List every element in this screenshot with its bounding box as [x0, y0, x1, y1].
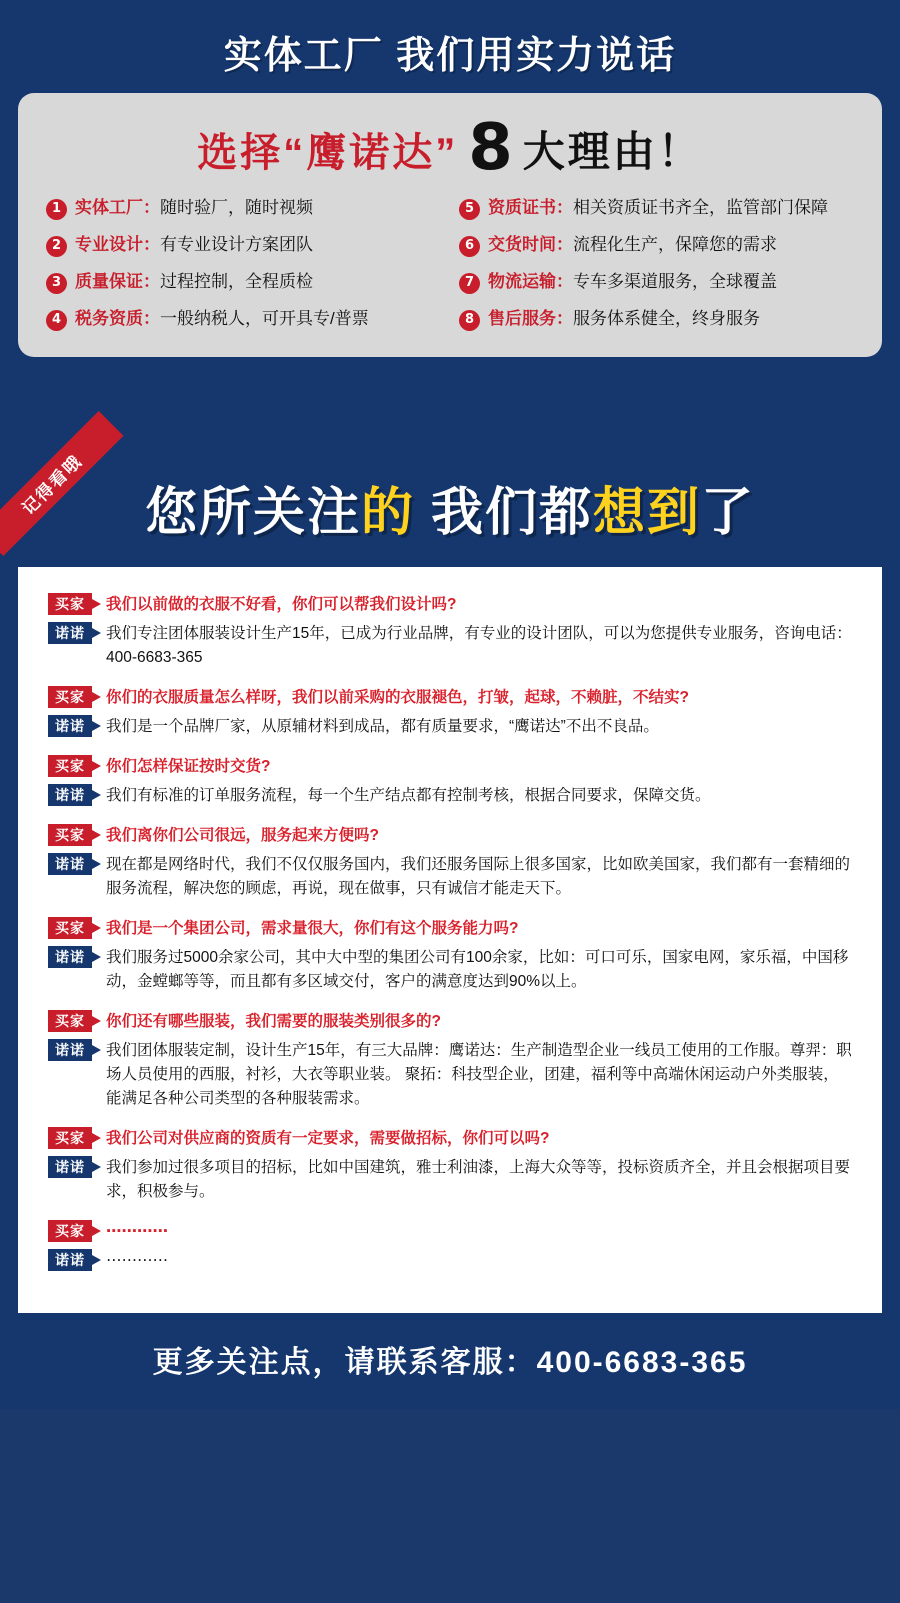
- answer-tag: 诺诺: [48, 1156, 92, 1178]
- qa-block: [48, 593, 852, 670]
- question-text: 你们怎样保证按时交货?: [106, 758, 271, 776]
- reason-desc: 随时验厂，随时视频: [160, 198, 313, 217]
- reason-text: [75, 308, 369, 330]
- qa-answer-row: [48, 1249, 852, 1273]
- qa-question-row: [48, 917, 852, 941]
- reason-item: [46, 234, 441, 257]
- buyer-tag: 买家: [48, 755, 92, 777]
- footer-contact-text: 更多关注点，请联系客服：400-6683-365: [152, 1346, 748, 1380]
- qa-question-row: [48, 1220, 852, 1244]
- reason-desc: 一般纳税人，可开具专/普票: [160, 309, 369, 328]
- reasons-headline: [46, 111, 854, 197]
- reason-item: [459, 234, 854, 257]
- qa-block: [48, 686, 852, 739]
- reason-desc: 有专业设计方案团队: [160, 235, 313, 254]
- buyer-tag: 买家: [48, 824, 92, 846]
- qa-block: [48, 824, 852, 901]
- reason-number-badge: 3: [46, 273, 67, 294]
- qa-answer-row: [48, 853, 852, 901]
- qa-answer-row: [48, 1156, 852, 1204]
- question-text: 你们还有哪些服装，我们需要的服装类别很多的?: [106, 1013, 441, 1031]
- question-text: 我们是一个集团公司，需求量很大，你们有这个服务能力吗?: [106, 920, 519, 938]
- reason-text: [75, 271, 313, 293]
- qa-block: [48, 1010, 852, 1111]
- reason-text: [75, 197, 313, 219]
- faq-headline: [18, 440, 882, 567]
- reason-text: [488, 197, 828, 219]
- reason-term: 物流运输：: [488, 272, 573, 291]
- question-text: 你们的衣服质量怎么样呀，我们以前采购的衣服褪色，打皱，起球，不赖脏，不结实?: [106, 689, 689, 707]
- qa-question-row: [48, 824, 852, 848]
- reason-text: [488, 271, 777, 293]
- reason-item: [459, 308, 854, 331]
- qa-question-row: [48, 1127, 852, 1151]
- reason-number-badge: 7: [459, 273, 480, 294]
- qa-answer-row: [48, 1039, 852, 1111]
- reason-number-badge: 8: [459, 310, 480, 331]
- qa-answer-row: [48, 784, 852, 808]
- qa-block: [48, 917, 852, 994]
- reason-text: [75, 234, 313, 256]
- reason-text: [488, 234, 777, 256]
- answer-text: 我们参加过很多项目的招标，比如中国建筑，雅士利油漆，上海大众等等，投标资质齐全，并且会根据项目要求，积极参与。: [106, 1159, 851, 1201]
- faq-card: [18, 567, 882, 1313]
- reason-number-badge: 4: [46, 310, 67, 331]
- buyer-tag: 买家: [48, 917, 92, 939]
- qa-block: [48, 755, 852, 808]
- reason-desc: 相关资质证书齐全，监管部门保障: [573, 198, 828, 217]
- reason-text: [488, 308, 760, 330]
- headline-number: 8: [468, 111, 513, 186]
- answer-text: 我们服务过5000余家公司，其中大中型的集团公司有100余家，比如：可口可乐，国家电网，家乐福，中国移动，金螳螂等等，而且都有多区域交付，客户的满意度达到90%以上。: [106, 949, 849, 991]
- answer-text: ⋯⋯⋯⋯: [106, 1252, 168, 1270]
- faq-headline-part-1: 您所关注: [144, 484, 361, 542]
- reason-term: 实体工厂：: [75, 198, 160, 217]
- answer-tag: 诺诺: [48, 853, 92, 875]
- reasons-grid: [46, 197, 854, 331]
- qa-block: [48, 1220, 852, 1273]
- reason-item: [46, 308, 441, 331]
- question-text: 我们公司对供应商的资质有一定要求，需要做招标，你们可以吗?: [106, 1130, 550, 1148]
- reason-desc: 流程化生产，保障您的需求: [573, 235, 777, 254]
- section-faq: [0, 440, 900, 1409]
- buyer-tag: 买家: [48, 1010, 92, 1032]
- faq-headline-part-3: 我们都: [430, 484, 593, 542]
- corner-ribbon: 记得看哦: [0, 411, 123, 556]
- qa-block: [48, 1127, 852, 1204]
- qa-question-row: [48, 1010, 852, 1034]
- faq-headline-part-2: 的: [360, 484, 415, 542]
- question-text: ⋯⋯⋯⋯: [106, 1223, 168, 1241]
- question-text: 我们离你们公司很远，服务起来方便吗?: [106, 827, 379, 845]
- reason-number-badge: 6: [459, 236, 480, 257]
- answer-text: 我们是一个品牌厂家，从原辅材料到成品，都有质量要求，“鹰诺达”不出不良品。: [106, 718, 659, 736]
- answer-tag: 诺诺: [48, 784, 92, 806]
- question-text: 我们以前做的衣服不好看，你们可以帮我们设计吗?: [106, 596, 457, 613]
- reason-item: [46, 197, 441, 220]
- answer-text: 我们团体服装定制，设计生产15年，有三大品牌：鹰诺达：生产制造型企业一线员工使用的工作服。尊羿：职场人员使用的西服，衬衫，大衣等职业装。 聚拓：科技型企业，团建，福利等中高端休闲运动户外类服装，能满足各种公司类型的各种服装需求。: [106, 1042, 852, 1108]
- answer-text: 现在都是网络时代，我们不仅仅服务国内，我们还服务国际上很多国家，比如欧美国家，我们都有一套精细的服务流程，解决您的顾虑，再说，现在做事，只有诚信才能走天下。: [106, 856, 851, 898]
- reason-term: 质量保证：: [75, 272, 160, 291]
- buyer-tag: 买家: [48, 593, 92, 615]
- buyer-tag: 买家: [48, 1127, 92, 1149]
- qa-question-row: [48, 755, 852, 779]
- reason-item: [459, 197, 854, 220]
- qa-question-row: [48, 593, 852, 617]
- reason-desc: 过程控制，全程质检: [160, 272, 313, 291]
- reason-term: 售后服务：: [488, 309, 573, 328]
- reason-term: 交货时间：: [488, 235, 573, 254]
- answer-text: 我们有标准的订单服务流程，每一个生产结点都有控制考核，根据合同要求，保障交货。: [106, 787, 711, 805]
- qa-answer-row: [48, 946, 852, 994]
- answer-tag: 诺诺: [48, 622, 92, 644]
- qa-answer-row: [48, 715, 852, 739]
- reason-number-badge: 5: [459, 199, 480, 220]
- headline-red-part: 选择“鹰诺达”: [197, 130, 459, 175]
- answer-tag: 诺诺: [48, 1249, 92, 1271]
- reason-number-badge: 2: [46, 236, 67, 257]
- answer-tag: 诺诺: [48, 1039, 92, 1061]
- reason-desc: 服务体系健全，终身服务: [573, 309, 760, 328]
- reason-term: 资质证书：: [488, 198, 573, 217]
- reason-term: 专业设计：: [75, 235, 160, 254]
- headline-dark-part: 大理由！: [522, 128, 703, 175]
- banner-title: 实体工厂 我们用实力说话: [223, 35, 677, 77]
- answer-tag: 诺诺: [48, 715, 92, 737]
- qa-question-row: [48, 686, 852, 710]
- footer-contact-bar: [18, 1313, 882, 1409]
- reason-term: 税务资质：: [75, 309, 160, 328]
- faq-headline-part-4: 想到: [593, 484, 702, 542]
- reasons-card: [18, 93, 882, 357]
- faq-headline-part-5: 了: [701, 484, 756, 542]
- reason-item: [46, 271, 441, 294]
- buyer-tag: 买家: [48, 686, 92, 708]
- section-eight-reasons: [0, 0, 900, 440]
- buyer-tag: 买家: [48, 1220, 92, 1242]
- answer-text: 我们专注团体服装设计生产15年，已成为行业品牌，有专业的设计团队，可以为您提供专业服务，咨询电话：400-6683-365: [106, 625, 852, 667]
- reason-item: [459, 271, 854, 294]
- qa-answer-row: [48, 622, 852, 670]
- answer-tag: 诺诺: [48, 946, 92, 968]
- reason-number-badge: 1: [46, 199, 67, 220]
- reason-desc: 专车多渠道服务，全球覆盖: [573, 272, 777, 291]
